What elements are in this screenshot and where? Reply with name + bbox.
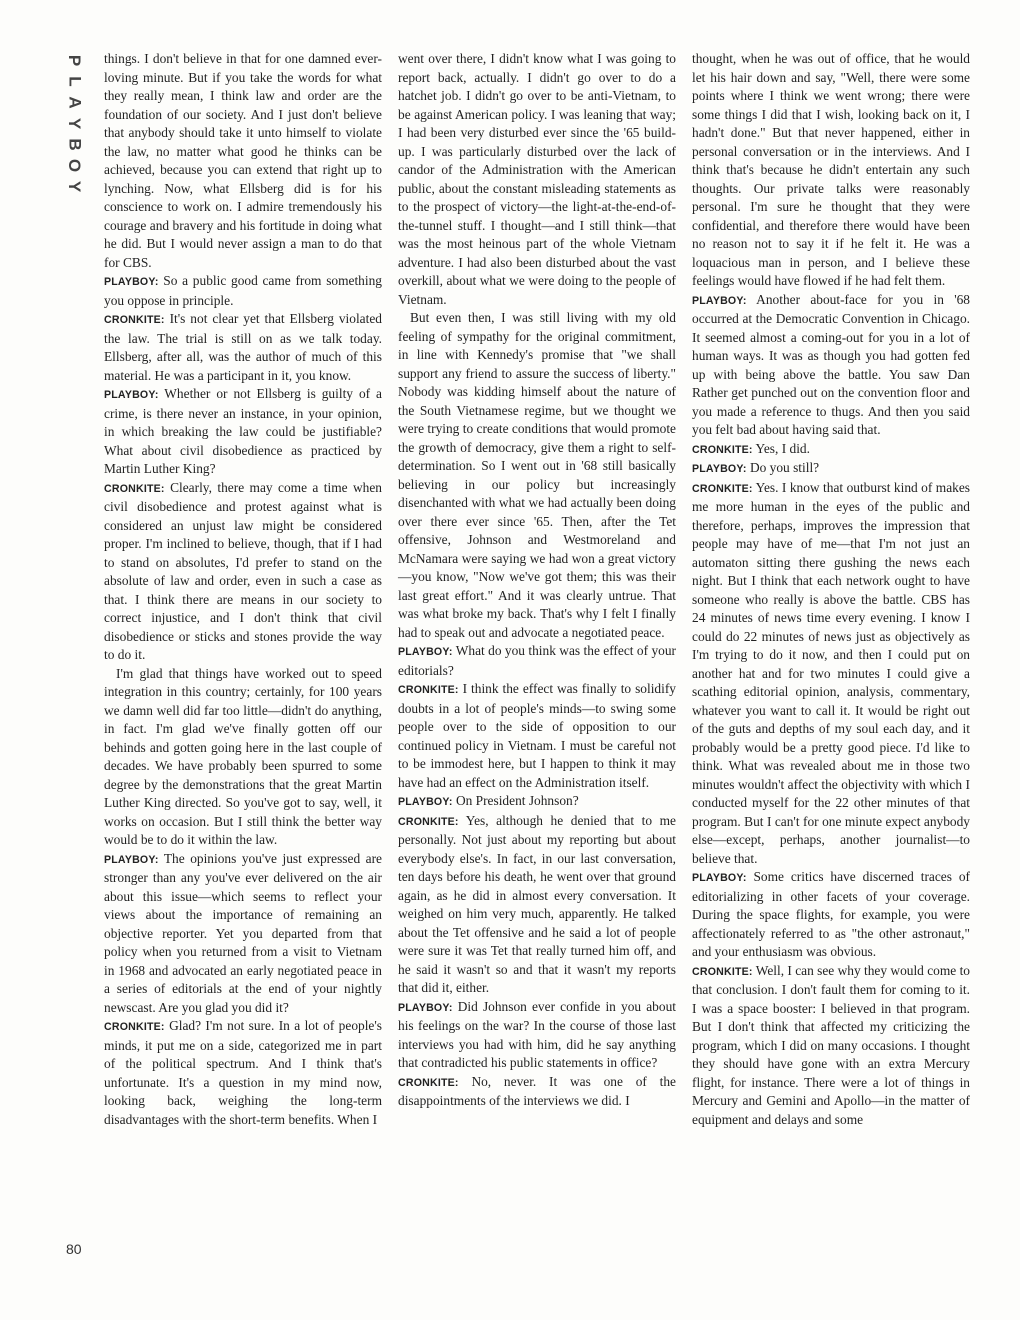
title-letter: Y bbox=[65, 117, 85, 130]
interview-paragraph bbox=[398, 50, 676, 309]
speaker-label: CRONKITE: bbox=[692, 443, 753, 456]
speaker-label: CRONKITE: bbox=[398, 684, 459, 696]
speaker-label: CRONKITE: bbox=[692, 482, 753, 495]
text-column-3 bbox=[692, 50, 970, 1129]
interview-paragraph bbox=[104, 1017, 382, 1129]
title-letter: P bbox=[65, 54, 85, 67]
speaker-label: PLAYBOY: bbox=[692, 463, 747, 475]
paragraph-text: Glad? I'm not sure. In a lot of people's minds, it put me on a side, categorized me in part of the political spectrum. And I think that's unfortunate. It's a question in my mind now, looking back, weighing the long-term disadvantages with the short-term benefits. When I bbox=[104, 1018, 382, 1127]
text-column-2 bbox=[398, 50, 676, 1111]
paragraph-text: What do you think was the effect of your editorials? bbox=[398, 643, 676, 678]
interview-paragraph bbox=[398, 792, 676, 812]
paragraph-text: Another about-face for you in '68 occurred at the Democratic Convention in Chicago. It seemed almost a coming-out for you in a lot of human ways. It was as though you had gotten fed up with being above the battle. You saw Dan Rather get punched out on the convention floor and you made a reference to thugs. And then you said you felt bad about having said that. bbox=[692, 291, 970, 437]
paragraph-text: went over there, I didn't know what I was going to report back, actually. I didn't go over to do a hatchet job. I didn't go over to be anti-Vietnam, to be against American policy. I was leaning that way; I had been very disturbed ever since the '65 build-up. I was particularly disturbed over the lack of candor of the Administration with the American public, about the constant misleading statements as to the prospect of victory—the light-at-the-end-of-the-tunnel stuff. I thought—and I still think—that was the most heinous part of the whole Vietnam adventure. I had also been disturbed about the vast overkill, about what we were doing to the people of Vietnam. bbox=[398, 51, 676, 307]
paragraph-text: Well, I can see why they would come to that conclusion. I don't fault them for coming to it. I was a space booster: I believed in that program. But I don't think that affected my criticizing the program, which I did on many occasions. I thought they should have gone with an extra Mercury flight, for instance. There were a lot of things in Mercury and Gemini and Apollo—in the matter of equipment and delays and some bbox=[692, 962, 970, 1127]
paragraph-text: I think the effect was finally to solidify doubts in a lot of people's minds—to swing some people over to the side of opposition to our continued policy in Vietnam. I must be careful not to be immodest here, but I happen to think it may have had an effect on the Administration itself. bbox=[398, 681, 676, 790]
speaker-label: PLAYBOY: bbox=[398, 796, 453, 808]
title-letter: B bbox=[65, 138, 85, 151]
speaker-label: PLAYBOY: bbox=[104, 389, 159, 401]
paragraph-text: On President Johnson? bbox=[455, 793, 579, 808]
speaker-label: PLAYBOY: bbox=[398, 646, 453, 658]
interview-paragraph bbox=[692, 962, 970, 1130]
title-letter: O bbox=[65, 158, 85, 173]
speaker-label: CRONKITE: bbox=[104, 314, 165, 326]
magazine-vertical-title bbox=[60, 50, 90, 197]
paragraph-text: I'm glad that things have worked out to speed integration in this country; certainly, for 100 years we damn well did far too little—didn't do anything, in fact. I'm glad we've finally gotten off our behinds and gotten going here in the last couple of decades. We have probably been spurred to some degree by the demonstrations that the great Martin Luther King directed. So you've got to say, well, it works on occasion. But I still think the better way would be to do it within the law. bbox=[104, 665, 382, 847]
interview-paragraph bbox=[104, 50, 382, 272]
interview-paragraph bbox=[692, 440, 970, 460]
speaker-label: CRONKITE: bbox=[692, 965, 753, 978]
interview-paragraph bbox=[692, 868, 970, 962]
paragraph-text: No, never. It was one of the disappointments of the interviews we did. I bbox=[398, 1073, 676, 1108]
speaker-label: PLAYBOY: bbox=[104, 276, 159, 288]
interview-paragraph bbox=[398, 309, 676, 642]
paragraph-text: So a public good came from something you oppose in principle. bbox=[104, 273, 382, 308]
paragraph-text: Yes, I did. bbox=[755, 440, 810, 456]
paragraph-text: Clearly, there may come a time when civil disobedience and protest against what is considered an unjust law might be considered proper. I'm inclined to believe, though, that if I had to stand on absolutes, I'd prefer to stand on the absolute of law and order, even in such a case as that. I think there are means in our society to correct injustice, and I don't think that civil disobedience or sticks and stones provide the way to do it. bbox=[104, 479, 382, 662]
paragraph-text: Did Johnson ever confide in you about his feelings on the war? In the course of those last interviews you had with him, did he say anything that contradicted his public statements in office? bbox=[398, 998, 676, 1070]
interview-paragraph bbox=[692, 50, 970, 291]
interview-paragraph bbox=[104, 272, 382, 310]
title-letter: L bbox=[65, 76, 85, 87]
speaker-label: PLAYBOY: bbox=[104, 853, 159, 866]
speaker-label: PLAYBOY: bbox=[398, 1001, 453, 1014]
paragraph-text: Some critics have discerned traces of editorializing in other facets of your coverage. During the space flights, for example, you were affectionately referred to as "the other astronaut," and your enthusiasm was obvious. bbox=[692, 869, 970, 959]
speaker-label: PLAYBOY: bbox=[692, 294, 747, 307]
speaker-label: CRONKITE: bbox=[104, 482, 165, 495]
page-number: 80 bbox=[66, 1241, 82, 1257]
paragraph-text: Yes, although he denied that to me personally. Not just about my reporting but about everybody else's. In fact, in our last conversation, ten days before his death, he went over that ground again, as he did in almost every conversation. It weighed on him very much, apparently. He talked about the Tet offensive and he said a lot of people were sure it was Tet that really turned him off, and he said it wasn't so and that it wasn't my reports that did it, either. bbox=[398, 812, 676, 995]
interview-paragraph bbox=[398, 812, 676, 998]
paragraph-text: It's not clear yet that Ellsberg violated the law. The trial is still on as we talk today. Ellsberg, after all, was the author of much of this material. He was a participant in it, you know. bbox=[104, 311, 382, 383]
paragraph-text: thought, when he was out of office, that he would let his hair down and say, "Well, there were some points where I think we went wrong; there were some things I did that I wish, looking back on it, I hadn't done." But that never happened, either in personal conversation or in the interviews. And I think that's because he didn't entertain any such thoughts. Our private talks were reasonably personal. I'm sure he thought that they were confidential, and therefore there would have been no reason not to say it if he felt it. He was a loquacious man in person, and I believe these feelings would have flowed if he had felt them. bbox=[692, 51, 970, 288]
interview-paragraph bbox=[398, 998, 676, 1073]
interview-paragraph bbox=[104, 665, 382, 850]
paragraph-text: The opinions you've just expressed are stronger than any you've ever delivered on the air about this issue—which seems to reflect your views about the importance of remaining an objective reporter. Yet you departed from that policy when you returned from a visit to Vietnam in 1968 and advocated an early negotiated peace in a series of editorials at the end of your nightly newscast. Are you glad you did it? bbox=[104, 850, 382, 1015]
paragraph-text: But even then, I was still living with my old feeling of sympathy for the original commitment, in line with Kennedy's promise that "we shall support any friend to assure the success of liberty." Nobody was kidding himself about the nature of the South Vietnamese regime, but we thought we were trying to create conditions that would promote the growth of democracy, give them a right to self-determination. So I went out in '68 still basically believing in our policy but increasingly disenchanted with what we had actually been doing over there ever since '65. Then, after the Tet offensive, Johnson and Westmoreland and McNamara were saying we had won a great victory—you know, "Now we've got them; this was their last great effort." And it was clearly untrue. That was what broke my back. That's why I felt I finally had to speak out and advocate a negotiated peace. bbox=[398, 310, 676, 640]
interview-paragraph bbox=[104, 310, 382, 385]
speaker-label: PLAYBOY: bbox=[692, 872, 747, 884]
paragraph-text: things. I don't believe in that for one damned ever-loving minute. But if you take the words for what they really mean, I think law and order are the foundation of our society. And I just don't believe that anybody should take it unto himself to violate the law, no matter what good he thinks can be achieved, because you can extend that right up to lynching. Now, what Ellsberg did is for his conscience to work on. I admire tremendously his courage and bravery and his fortitude in doing what he did. But I would never assign a man to do that for CBS. bbox=[104, 51, 382, 270]
interview-paragraph bbox=[398, 642, 676, 680]
interview-paragraph bbox=[104, 479, 382, 665]
interview-paragraph bbox=[398, 680, 676, 792]
interview-paragraph bbox=[692, 459, 970, 479]
interview-paragraph bbox=[692, 479, 970, 869]
interview-paragraph bbox=[104, 385, 382, 479]
speaker-label: CRONKITE: bbox=[398, 1076, 459, 1089]
paragraph-text: Yes. I know that outburst kind of makes me more human in the eyes of the public and therefore, perhaps, improves the impression that people may have of me—that I'm not just an automaton sitting there gushing the news each night. But I think that each network ought to have someone who really is above the battle. CBS has 24 minutes of news time every evening. I know I could do 22 minutes of news just as objectively as I'm trying to do it now, and then I could put on another hat and for two minutes I could give a scathing editorial opinion, analysis, commentary, whatever you want to call it. It would be right out of the guts and depths of my soul each day, and it probably would be a pretty good piece. I'd like to think. What was revealed about me in those two minutes wouldn't affect the objectivity with which I conducted myself for the 22 other minutes of that program. But I can't for one minute expect anybody else—except, perhaps, another journalist—to believe that. bbox=[692, 479, 970, 866]
paragraph-text: Do you still? bbox=[749, 460, 820, 475]
text-column-1 bbox=[104, 50, 382, 1129]
interview-paragraph bbox=[104, 850, 382, 1018]
title-letter: Y bbox=[65, 180, 85, 193]
paragraph-text: Whether or not Ellsberg is guilty of a crime, is there never an instance, in your opinion, in which breaking the law could be justifiable? What about civil disobedience as practiced by Martin Luther King? bbox=[104, 386, 382, 476]
speaker-label: CRONKITE: bbox=[398, 815, 459, 828]
interview-paragraph bbox=[398, 1073, 676, 1111]
speaker-label: CRONKITE: bbox=[104, 1021, 165, 1033]
title-letter: A bbox=[65, 96, 85, 109]
interview-paragraph bbox=[692, 291, 970, 440]
